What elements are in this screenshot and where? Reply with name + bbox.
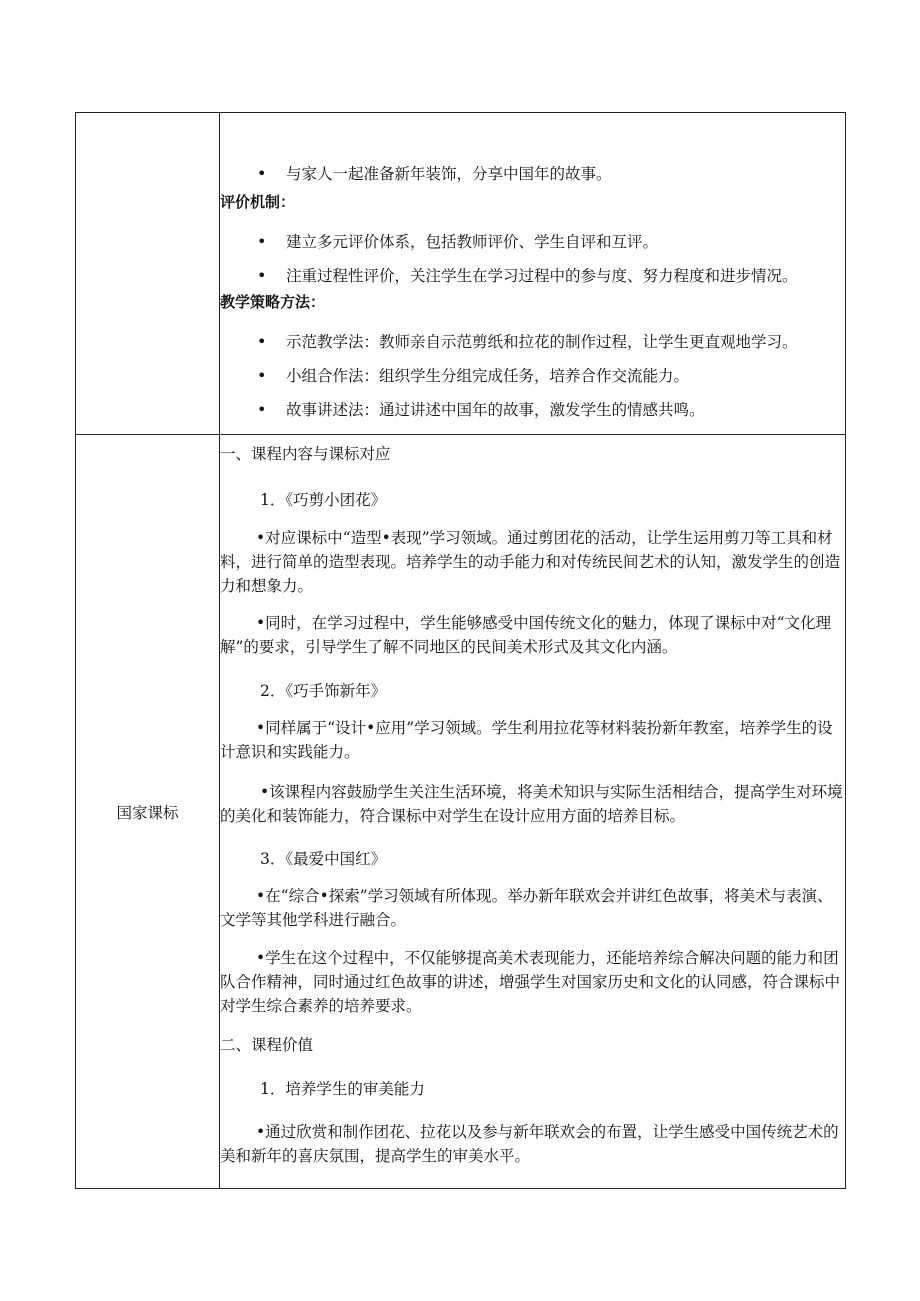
- strategy-item: 故事讲述法：通过讲述中国年的故事，激发学生的情感共鸣。: [286, 401, 705, 419]
- evaluation-item: 注重过程性评价，关注学生在学习过程中的参与度、努力程度和进步情况。: [286, 267, 798, 285]
- bullet-dot: •: [257, 366, 267, 385]
- paragraph-line: 文学等其他学科进行融合。: [220, 911, 407, 929]
- item3-title: 3．《最爱中国红》: [260, 850, 387, 868]
- item2-title: 2．《巧手饰新年》: [260, 682, 387, 700]
- item1-paragraph2: [220, 611, 845, 659]
- paragraph-line: •该课程内容鼓励学生关注生活环境，将美术知识与实际生活相结合，提高学生对环境: [260, 783, 843, 801]
- paragraph-line: •同样属于“设计•应用”学习领域。学生利用拉花等材料装扮新年教室，培养学生的设: [256, 719, 833, 737]
- bullet-dot: •: [257, 400, 267, 419]
- paragraph-line: 的美化和装饰能力，符合课标中对学生在设计应用方面的培养目标。: [220, 807, 686, 825]
- bullet-dot: •: [257, 332, 267, 351]
- row-label-national-standard: 国家课标: [116, 804, 179, 822]
- paragraph-line: 解”的要求，引导学生了解不同地区的民间美术形式及其文化内涵。: [220, 638, 678, 656]
- paragraph-line: 对学生综合素养的培养要求。: [220, 997, 422, 1015]
- paragraph-line: •对应课标中“造型•表现”学习领域。通过剪团花的活动，让学生运用剪刀等工具和材: [256, 529, 833, 547]
- bullet-dot: •: [257, 164, 267, 183]
- activity-bullet: 与家人一起准备新年装饰，分享中国年的故事。: [286, 165, 612, 183]
- row-divider: [76, 434, 845, 435]
- item2-paragraph1: [220, 716, 845, 764]
- strategy-item: 示范教学法：教师亲自示范剪纸和拉花的制作过程，让学生更直观地学习。: [286, 333, 798, 351]
- paragraph-line: 力和想象力。: [220, 577, 314, 595]
- document-table: [75, 112, 846, 1189]
- paragraph-line: •学生在这个过程中，不仅能够提高美术表现能力，还能培养综合解决问题的能力和团: [256, 949, 839, 967]
- paragraph-line: 计意识和实践能力。: [220, 743, 360, 761]
- item1-title: 1．《巧剪小团花》: [260, 491, 387, 509]
- paragraph-line: 料，进行简单的造型表现。培养学生的动手能力和对传统民间艺术的认知，激发学生的创造: [220, 553, 841, 571]
- strategy-item: 小组合作法：组织学生分组完成任务，培养合作交流能力。: [286, 367, 690, 385]
- strategy-heading: 教学策略方法：: [220, 293, 326, 311]
- bullet-dot: •: [257, 266, 267, 285]
- paragraph-line: •在“综合•探索”学习领域有所体现。举办新年联欢会并讲红色故事，将美术与表演、: [256, 887, 833, 905]
- item3-paragraph1: [220, 884, 845, 932]
- value1-paragraph1: [220, 1120, 845, 1168]
- evaluation-heading: 评价机制：: [220, 193, 296, 211]
- item1-paragraph1: [220, 526, 845, 598]
- section2-title: 二、课程价值: [220, 1036, 314, 1054]
- value1-title: 1．培养学生的审美能力: [260, 1080, 425, 1098]
- paragraph-line: •同时，在学习过程中，学生能够感受中国传统文化的魅力，体现了课标中对“文化理: [256, 614, 832, 632]
- item3-paragraph2: [220, 946, 845, 1018]
- paragraph-line: •通过欣赏和制作团花、拉花以及参与新年联欢会的布置，让学生感受中国传统艺术的: [256, 1123, 839, 1141]
- section1-title: 一、课程内容与课标对应: [220, 445, 391, 463]
- bullet-dot: •: [257, 232, 267, 251]
- evaluation-item: 建立多元评价体系，包括教师评价、学生自评和互评。: [286, 233, 659, 251]
- paragraph-line: 队合作精神，同时通过红色故事的讲述，增强学生对国家历史和文化的认同感，符合课标中: [220, 973, 841, 991]
- item2-paragraph2: [220, 780, 845, 828]
- paragraph-line: 美和新年的喜庆氛围，提高学生的审美水平。: [220, 1147, 531, 1165]
